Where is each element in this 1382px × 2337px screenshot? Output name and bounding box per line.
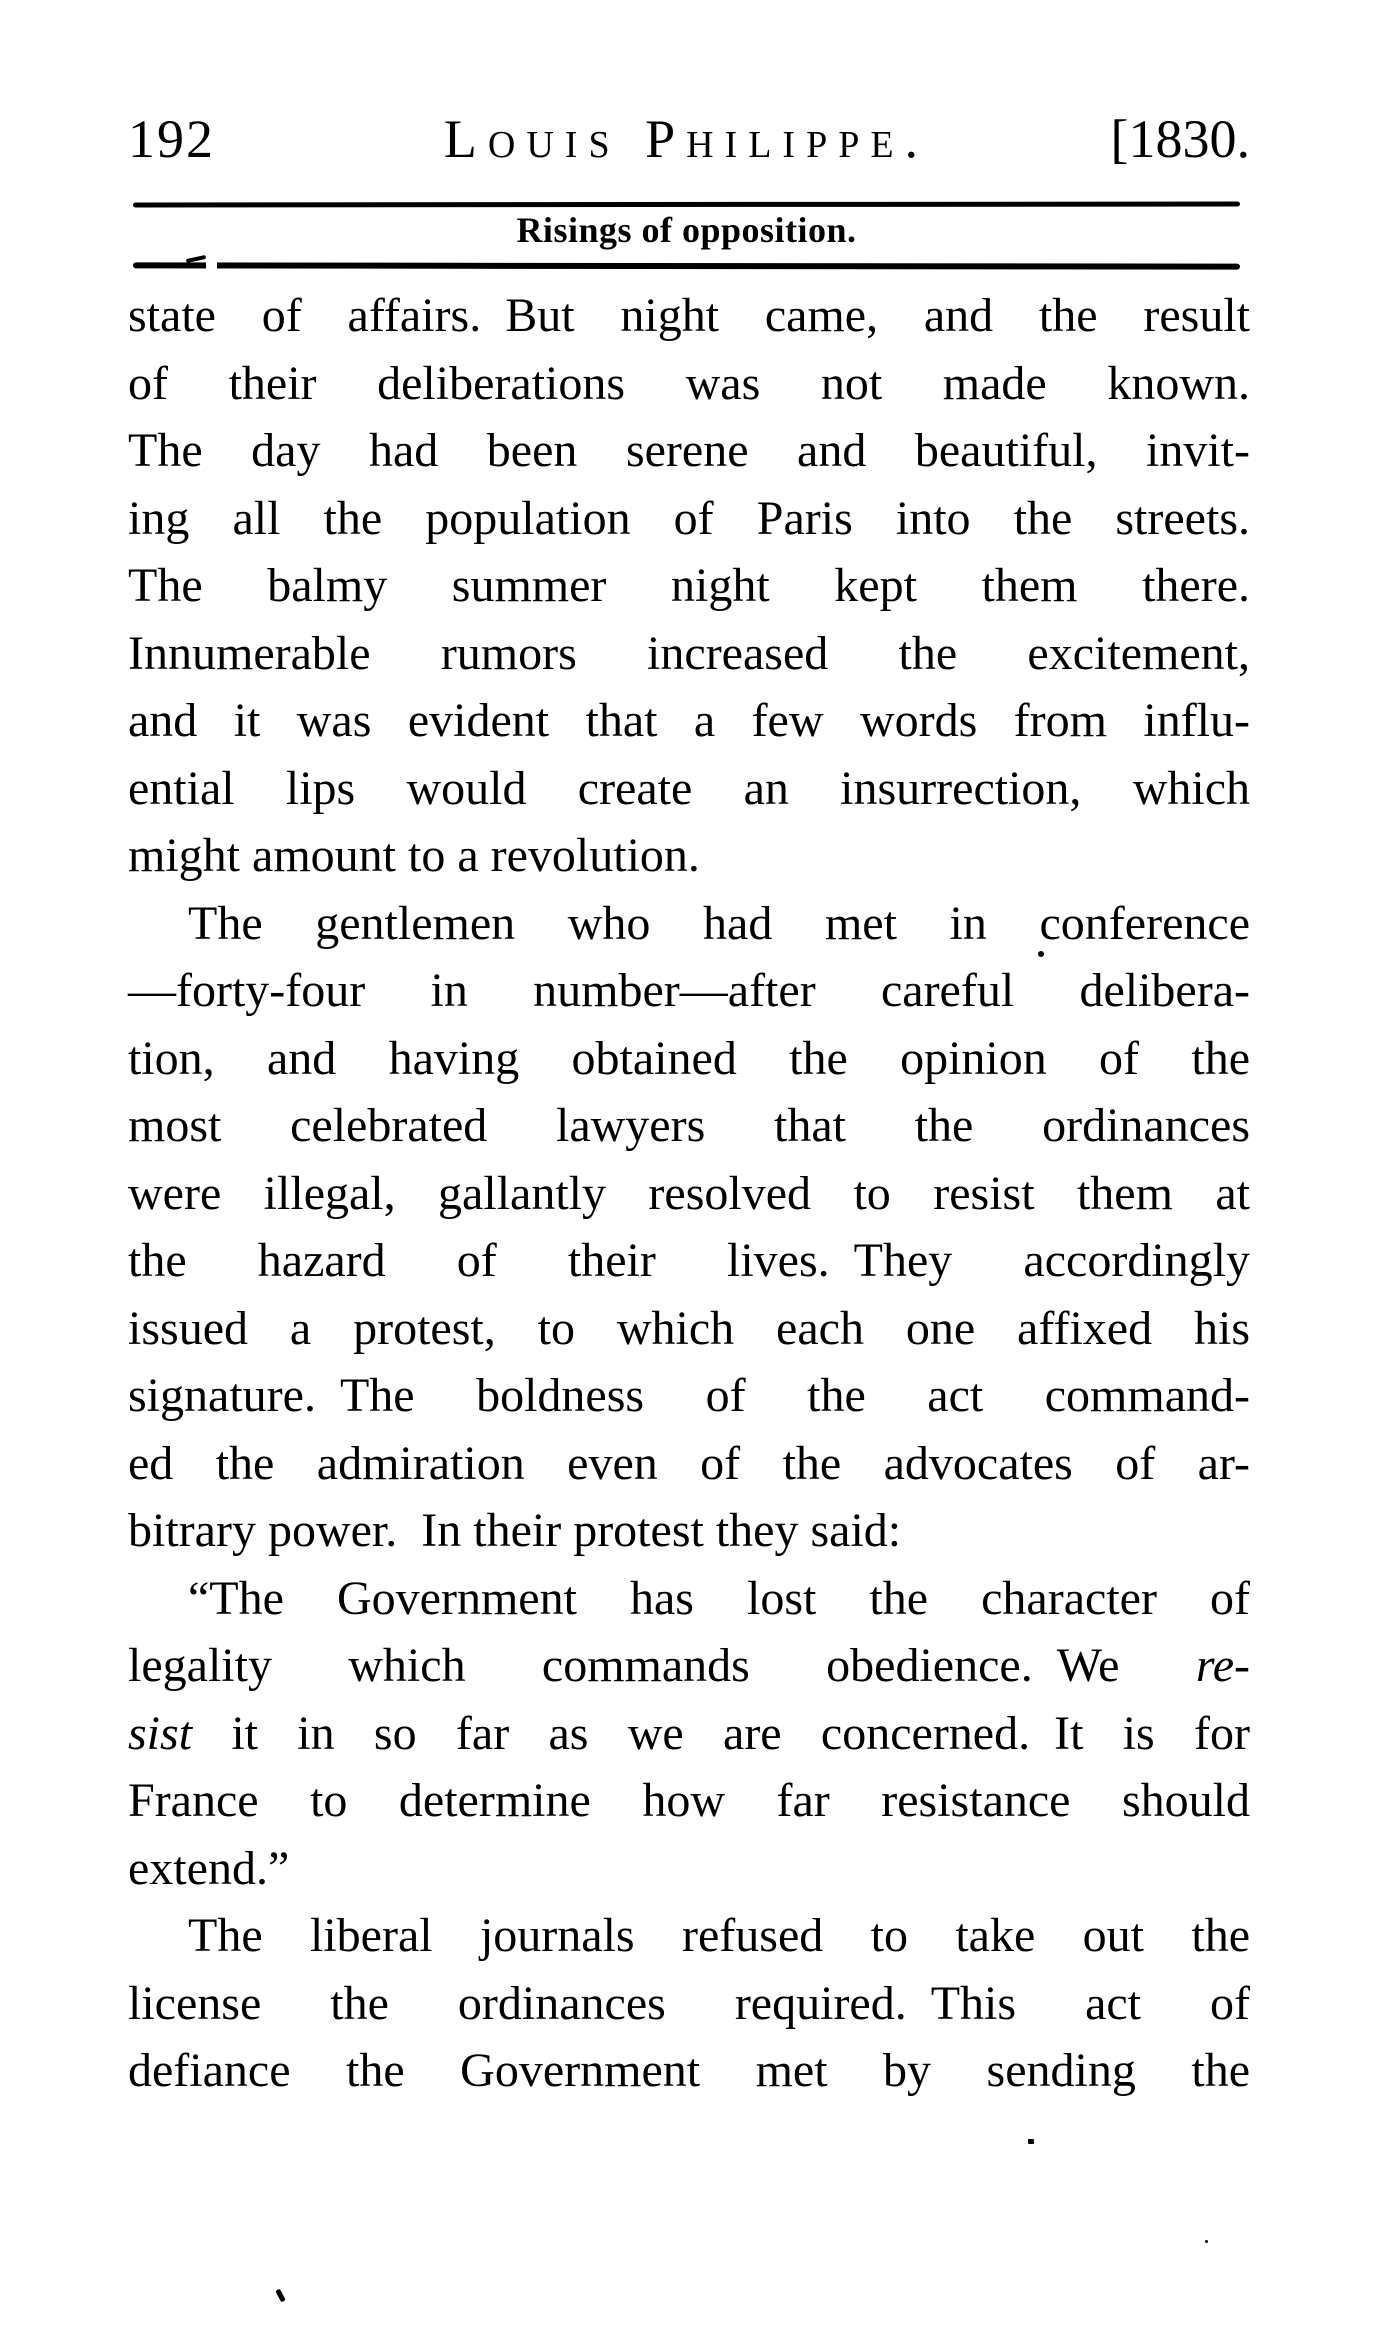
text-line xyxy=(128,1767,1250,1835)
text-line xyxy=(128,755,1250,823)
year-marker: [1830. xyxy=(1110,109,1250,169)
text-segment: issued a protest, to which each one affixed his xyxy=(128,1301,1250,1355)
text-segment: the hazard of their lives. They accordingly xyxy=(128,1234,1250,1287)
header-rule-top xyxy=(133,202,1240,208)
text-line xyxy=(128,1497,1250,1565)
text-line xyxy=(128,1835,1250,1903)
text-line xyxy=(128,1362,1250,1430)
text-segment: France to determine how far resistance should xyxy=(128,1774,1250,1827)
italic-text-segment: sist xyxy=(128,1706,193,1760)
text-line xyxy=(128,350,1250,418)
text-line xyxy=(128,620,1250,688)
text-segment: bitrary power. In their protest they said: xyxy=(128,1504,902,1557)
text-line xyxy=(128,1970,1250,2038)
text-segment: The gentlemen who had met in conference xyxy=(188,896,1250,950)
text-line xyxy=(128,1430,1250,1498)
text-segment: tion, and having obtained the opinion of the xyxy=(128,1031,1250,1085)
page-number: 192 xyxy=(128,109,215,169)
text-segment: “The Government has lost the character of xyxy=(188,1571,1250,1625)
text-line xyxy=(128,2037,1250,2105)
rule-break-artifact xyxy=(206,258,217,274)
text-line xyxy=(128,552,1250,620)
text-line xyxy=(128,1160,1250,1228)
text-line xyxy=(128,1295,1250,1363)
text-segment: might amount to a revolution. xyxy=(128,829,700,882)
text-line xyxy=(128,890,1250,958)
text-line xyxy=(128,687,1250,755)
text-segment: were illegal, gallantly resolved to resist them at xyxy=(128,1166,1250,1220)
header-rule-bottom xyxy=(133,262,1240,269)
text-line xyxy=(128,1227,1250,1295)
text-line xyxy=(128,1632,1250,1700)
text-segment: defiance the Government met by sending the xyxy=(128,2044,1250,2097)
text-segment: ential lips would create an insurrection, which xyxy=(128,761,1250,815)
text-line xyxy=(128,1902,1250,1970)
text-line xyxy=(128,485,1250,553)
text-segment: of their deliberations was not made known. xyxy=(128,356,1250,410)
text-segment: and it was evident that a few words from influ- xyxy=(128,694,1250,747)
scan-speck-artifact xyxy=(1028,2139,1034,2144)
text-segment: legality which commands obedience. We xyxy=(128,1639,1196,1692)
text-segment: The day had been serene and beautiful, invit- xyxy=(128,424,1250,477)
text-segment: —forty-four in number—after careful delibera- xyxy=(128,964,1250,1017)
text-segment: extend.” xyxy=(128,1841,290,1895)
text-segment: ed the admiration even of the advocates of ar- xyxy=(128,1436,1250,1490)
scan-speck-artifact xyxy=(275,2289,286,2303)
text-line xyxy=(128,822,1250,890)
text-segment: it in so far as we are concerned. It is for xyxy=(192,1706,1250,1760)
section-heading: Risings of opposition. xyxy=(516,210,857,250)
text-segment: license the ordinances required. This act of xyxy=(128,1976,1250,2030)
text-line xyxy=(128,282,1250,350)
text-segment: The balmy summer night kept them there. xyxy=(128,559,1250,612)
text-line xyxy=(128,1092,1250,1160)
text-line xyxy=(128,957,1250,1025)
italic-text-segment: re- xyxy=(1195,1639,1250,1692)
text-segment: The liberal journals refused to take out the xyxy=(188,1909,1250,1962)
text-segment: most celebrated lawyers that the ordinances xyxy=(128,1099,1250,1152)
text-line xyxy=(128,1025,1250,1093)
text-line xyxy=(128,1565,1250,1633)
text-segment: Innumerable rumors increased the excitement, xyxy=(128,626,1250,680)
text-segment: signature. The boldness of the act command- xyxy=(128,1369,1250,1422)
text-line xyxy=(128,1700,1250,1768)
scan-speck-artifact xyxy=(1038,951,1044,957)
body-text xyxy=(128,282,1250,2105)
text-segment: ing all the population of Paris into the streets. xyxy=(128,491,1250,545)
running-title: Louis Philippe. xyxy=(443,109,930,169)
text-line xyxy=(128,417,1250,485)
scan-speck-artifact xyxy=(1205,2240,1208,2243)
text-segment: state of affairs. But night came, and the result xyxy=(128,289,1250,342)
